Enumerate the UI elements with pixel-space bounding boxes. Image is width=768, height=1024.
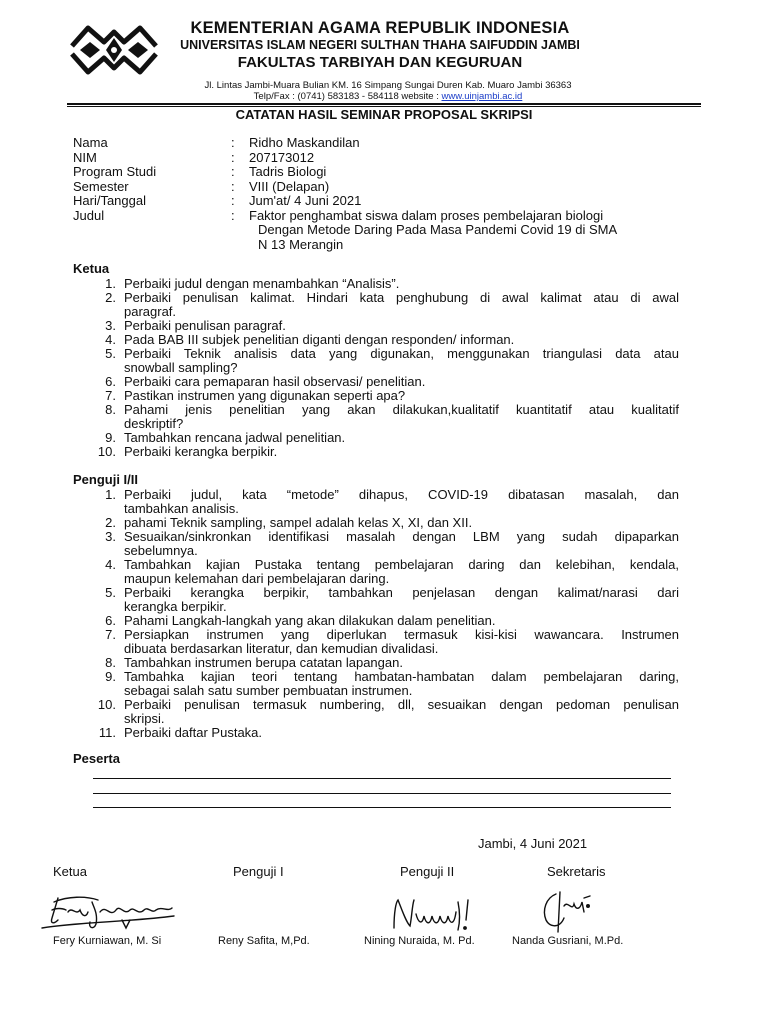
ketua-note-list	[73, 277, 679, 459]
section-heading: Penguji I/II	[73, 472, 139, 487]
note-number: 1.	[105, 486, 116, 502]
section-heading: Ketua	[73, 261, 110, 276]
note-number: 3.	[105, 317, 116, 333]
note-text: Tambahkan rencana jadwal penelitian.	[124, 429, 346, 445]
identity-row	[73, 165, 693, 180]
note-item	[73, 277, 679, 291]
letterhead	[150, 18, 610, 72]
note-number: 9.	[105, 668, 116, 684]
note-item	[73, 333, 679, 347]
note-text: Persiapkan instrumen yang diperlukan termasuk kisi-kisi wawancara. Instrumen	[124, 626, 679, 642]
signatory-name: Reny Safita, M,Pd.	[218, 935, 310, 947]
note-number	[73, 684, 116, 698]
ministry-name: KEMENTERIAN AGAMA REPUBLIK INDONESIA	[190, 19, 570, 37]
note-item-continued	[73, 417, 679, 431]
note-text: Perbaiki Teknik analisis data yang digunakan, menggunakan triangulasi data atau	[124, 345, 679, 361]
note-text: Pahami jenis penelitian yang akan dilakukan,kualitatif kuantitatif atau kualitatif	[124, 401, 679, 417]
note-number: 5.	[105, 345, 116, 361]
note-text: Perbaiki penulisan kalimat. Hindari kata penghubung di awal kalimat atau di awal	[124, 289, 679, 305]
note-number: 10.	[97, 443, 116, 459]
note-number: 4.	[105, 331, 116, 347]
note-number: 2.	[105, 514, 116, 530]
note-number: 8.	[105, 654, 116, 670]
note-number: 7.	[105, 626, 116, 642]
note-item	[73, 726, 679, 740]
note-text: Perbaiki cara pemaparan hasil observasi/ penelitian.	[124, 373, 426, 389]
address-block	[150, 80, 626, 102]
note-item-continued	[73, 361, 679, 375]
note-text: paragraf.	[124, 303, 177, 319]
identity-row	[73, 209, 693, 224]
student-identity	[73, 136, 693, 252]
identity-separator: :	[231, 178, 235, 194]
signatory-role: Ketua	[53, 864, 87, 879]
identity-row-continued	[73, 223, 693, 238]
note-text: Tambahkan instrumen berupa catatan lapangan.	[124, 654, 403, 670]
note-item	[73, 586, 679, 600]
contact-line	[150, 91, 626, 102]
note-number: 1.	[105, 275, 116, 291]
contact-text: Telp/Fax : (0741) 583183 - 584118 website :	[253, 91, 442, 102]
note-number: 11.	[98, 724, 116, 740]
identity-row	[73, 151, 693, 166]
website-link[interactable]: www.uinjambi.ac.id	[441, 91, 523, 102]
note-text: maupun kelemahan dari pembelajaran daring.	[124, 570, 390, 586]
note-number: 6.	[105, 612, 116, 628]
place-date: Jambi, 4 Juni 2021	[478, 836, 588, 851]
identity-row	[73, 194, 693, 209]
note-text: Pastikan instrumen yang digunakan seperti apa?	[124, 387, 406, 403]
note-item-continued	[73, 572, 679, 586]
identity-row	[73, 136, 693, 151]
note-item-continued	[73, 544, 679, 558]
note-text: Perbaiki daftar Pustaka.	[124, 724, 263, 740]
identity-label: Nama	[73, 135, 108, 150]
note-item	[73, 698, 679, 712]
note-text: kerangka berpikir.	[124, 598, 227, 614]
address-line: Jl. Lintas Jambi-Muara Bulian KM. 16 Simpang Sungai Duren Kab. Muaro Jambi 36363	[204, 80, 572, 91]
note-text: Perbaiki penulisan termasuk numbering, dll, sesuaikan dengan pedoman penulisan	[124, 696, 679, 712]
note-item	[73, 516, 679, 530]
note-text: Tambahka kajian teori tentang hambatan-hambatan dalam pembelajaran daring,	[124, 668, 679, 684]
note-number: 4.	[105, 556, 116, 572]
note-text: deskriptif?	[124, 415, 184, 431]
note-item	[73, 347, 679, 361]
note-text: Perbaiki judul, kata “metode” dihapus, COVID-19 dibatasan masalah, dan	[124, 486, 679, 502]
note-number	[73, 417, 116, 431]
identity-value: Jum'at/ 4 Juni 2021	[249, 193, 362, 208]
note-number	[73, 642, 116, 656]
note-text: snowball sampling?	[124, 359, 238, 375]
signatory-name: Nining Nuraida, M. Pd.	[364, 935, 475, 947]
note-item	[73, 319, 679, 333]
note-text: tambahkan analisis.	[124, 500, 239, 516]
identity-value: Faktor penghambat siswa dalam proses pembelajaran biologi	[249, 207, 604, 223]
identity-value: VIII (Delapan)	[249, 178, 330, 194]
signatory-name: Nanda Gusriani, M.Pd.	[512, 935, 624, 947]
penguji-ii-signature-icon	[388, 892, 478, 936]
note-number	[73, 361, 116, 375]
note-number: 8.	[105, 401, 116, 417]
ketua-signature-icon	[38, 890, 178, 934]
note-text: pahami Teknik sampling, sampel adalah kelas X, XI, dan XII.	[124, 514, 473, 530]
penguji-note-list	[73, 488, 679, 740]
note-text: Pada BAB III subjek penelitian diganti dengan responden/ informan.	[124, 331, 515, 347]
document-title: CATATAN HASIL SEMINAR PROPOSAL SKRIPSI	[235, 107, 533, 122]
penguji-notes	[73, 473, 679, 740]
identity-row-continued	[73, 238, 693, 253]
note-item	[73, 375, 679, 389]
peserta-notes	[73, 752, 679, 767]
note-number	[73, 502, 116, 516]
ketua-notes	[73, 262, 679, 459]
note-item	[73, 656, 679, 670]
note-number: 2.	[105, 289, 116, 305]
note-text: Pahami Langkah-langkah yang akan dilakukan dalam penelitian.	[124, 612, 496, 628]
identity-value: Tadris Biologi	[249, 164, 327, 179]
sekretaris-signature-icon	[534, 888, 604, 934]
note-number	[73, 544, 116, 558]
identity-label: Hari/Tanggal	[73, 193, 146, 208]
note-item	[73, 530, 679, 544]
note-number	[73, 572, 116, 586]
note-item	[73, 291, 679, 305]
note-item	[73, 445, 679, 459]
faculty-name: FAKULTAS TARBIYAH DAN KEGURUAN	[237, 54, 523, 71]
note-text: sebelumnya.	[124, 542, 198, 558]
identity-value: Ridho Maskandilan	[249, 135, 360, 150]
identity-separator: :	[231, 193, 235, 208]
note-item	[73, 431, 679, 445]
note-item-continued	[73, 305, 679, 319]
note-item	[73, 614, 679, 628]
section-heading: Peserta	[73, 751, 120, 766]
note-item	[73, 670, 679, 684]
university-logo-icon	[66, 14, 162, 86]
identity-value: 207173012	[249, 149, 315, 165]
note-item-continued	[73, 502, 679, 516]
identity-label: Judul	[73, 207, 105, 223]
identity-label: Semester	[73, 178, 129, 194]
identity-separator: :	[231, 135, 235, 150]
note-number	[73, 305, 116, 319]
note-text: Perbaiki kerangka berpikir.	[124, 443, 278, 459]
note-text: Perbaiki judul dengan menambahkan “Analisis”.	[124, 275, 400, 291]
peserta-blank-lines	[93, 778, 671, 822]
note-item-continued	[73, 712, 679, 726]
identity-value: Dengan Metode Daring Pada Masa Pandemi Covid 19 di SMA	[258, 222, 618, 237]
note-number	[73, 600, 116, 614]
identity-separator: :	[231, 149, 235, 165]
note-number: 9.	[105, 429, 116, 445]
note-item	[73, 558, 679, 572]
note-text: Sesuaikan/sinkronkan identifikasi masalah dengan LBM yang sudah dipaparkan	[124, 528, 679, 544]
university-name: UNIVERSITAS ISLAM NEGERI SULTHAN THAHA SAIFUDDIN JAMBI	[180, 38, 580, 52]
note-number: 10.	[97, 696, 116, 712]
signatory-name: Fery Kurniawan, M. Si	[53, 935, 162, 947]
note-number: 3.	[105, 528, 116, 544]
note-item-continued	[73, 642, 679, 656]
identity-label: NIM	[73, 149, 97, 165]
note-number: 5.	[105, 584, 116, 600]
note-text: Tambahkan kajian Pustaka tentang pembelajaran daring dan kelebihan, kendala,	[124, 556, 679, 572]
signatory-role: Penguji I	[233, 864, 284, 879]
signatory-role: Sekretaris	[547, 864, 606, 879]
identity-separator: :	[231, 164, 235, 179]
blank-line	[93, 793, 671, 794]
identity-value: N 13 Merangin	[258, 236, 344, 252]
blank-line	[93, 807, 671, 808]
identity-separator: :	[231, 207, 235, 223]
note-text: skripsi.	[124, 710, 165, 726]
blank-line	[93, 778, 671, 779]
note-number: 7.	[105, 387, 116, 403]
note-number: 6.	[105, 373, 116, 389]
note-item-continued	[73, 684, 679, 698]
note-text: Perbaiki kerangka berpikir, tambahkan penjelasan dengan kalimat/narasi dari	[124, 584, 679, 600]
identity-label: Program Studi	[73, 164, 157, 179]
note-item-continued	[73, 600, 679, 614]
header-rule-thick	[67, 103, 701, 105]
note-text: sebagai salah satu sumber pembuatan instrumen.	[124, 682, 413, 698]
note-item	[73, 403, 679, 417]
note-text: dibuata berdasarkan literatur, dan kemudian divalidasi.	[124, 640, 439, 656]
note-number	[73, 712, 116, 726]
signatory-role: Penguji II	[400, 864, 455, 879]
identity-row	[73, 180, 693, 195]
note-item	[73, 389, 679, 403]
note-item	[73, 628, 679, 642]
note-item	[73, 488, 679, 502]
note-text: Perbaiki penulisan paragraf.	[124, 317, 286, 333]
